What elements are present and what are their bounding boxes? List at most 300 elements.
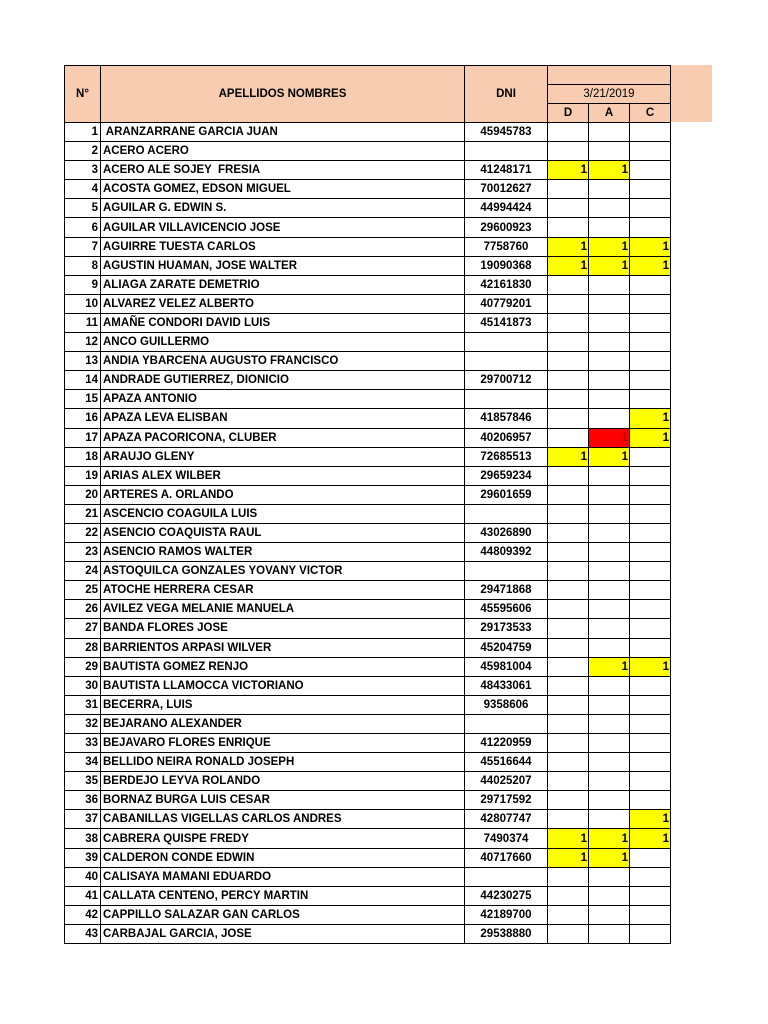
row-number: 27 xyxy=(65,619,101,638)
row-number: 26 xyxy=(65,600,101,619)
row-mark-c xyxy=(630,867,671,886)
table-row xyxy=(65,600,671,619)
row-mark-c xyxy=(630,714,671,733)
row-number: 4 xyxy=(65,180,101,199)
table-row xyxy=(65,504,671,523)
row-dni: 29659234 xyxy=(465,466,548,485)
header-dni: DNI xyxy=(465,66,548,123)
row-number: 8 xyxy=(65,256,101,275)
row-mark-a xyxy=(589,619,630,638)
row-mark-a xyxy=(589,409,630,428)
row-mark-a: 1 xyxy=(589,428,630,447)
row-number: 9 xyxy=(65,275,101,294)
row-mark-c xyxy=(630,543,671,562)
row-mark-c: 1 xyxy=(630,428,671,447)
row-mark-a xyxy=(589,867,630,886)
row-number: 19 xyxy=(65,466,101,485)
row-mark-a xyxy=(589,886,630,905)
header-sub-c: C xyxy=(630,104,671,123)
row-mark-a xyxy=(589,791,630,810)
row-mark-a xyxy=(589,772,630,791)
row-dni: 29700712 xyxy=(465,371,548,390)
row-name: BAUTISTA GOMEZ RENJO xyxy=(101,657,465,676)
table-row xyxy=(65,390,671,409)
row-mark-c xyxy=(630,352,671,371)
table-row xyxy=(65,275,671,294)
row-mark-a xyxy=(589,695,630,714)
row-number: 2 xyxy=(65,142,101,161)
row-name: AGUILAR G. EDWIN S. xyxy=(101,199,465,218)
row-mark-d xyxy=(548,619,589,638)
table-row xyxy=(65,313,671,332)
table-row xyxy=(65,753,671,772)
table-row xyxy=(65,428,671,447)
row-number: 36 xyxy=(65,791,101,810)
row-mark-c xyxy=(630,123,671,142)
row-mark-d xyxy=(548,409,589,428)
row-dni: 45945783 xyxy=(465,123,548,142)
row-mark-a xyxy=(589,199,630,218)
row-dni: 42807747 xyxy=(465,810,548,829)
row-mark-d xyxy=(548,753,589,772)
row-mark-a xyxy=(589,218,630,237)
row-mark-d xyxy=(548,523,589,542)
row-mark-a: 1 xyxy=(589,161,630,180)
row-mark-c: 1 xyxy=(630,657,671,676)
row-name: BAUTISTA LLAMOCCA VICTORIANO xyxy=(101,676,465,695)
row-mark-d: 1 xyxy=(548,829,589,848)
row-mark-d xyxy=(548,657,589,676)
row-mark-a xyxy=(589,371,630,390)
table-row xyxy=(65,829,671,848)
row-mark-d xyxy=(548,428,589,447)
row-mark-a xyxy=(589,390,630,409)
row-mark-d xyxy=(548,313,589,332)
table-row xyxy=(65,562,671,581)
row-name: ALIAGA ZARATE DEMETRIO xyxy=(101,275,465,294)
row-number: 32 xyxy=(65,714,101,733)
row-mark-a xyxy=(589,753,630,772)
table-row xyxy=(65,695,671,714)
row-mark-c xyxy=(630,848,671,867)
row-mark-d xyxy=(548,543,589,562)
table-row xyxy=(65,676,671,695)
row-mark-c: 1 xyxy=(630,237,671,256)
row-dni: 7490374 xyxy=(465,829,548,848)
row-mark-c xyxy=(630,466,671,485)
row-mark-a xyxy=(589,581,630,600)
row-name: ASENCIO RAMOS WALTER xyxy=(101,543,465,562)
table-row xyxy=(65,905,671,924)
row-mark-d: 1 xyxy=(548,161,589,180)
row-mark-d xyxy=(548,810,589,829)
row-dni: 48433061 xyxy=(465,676,548,695)
table-row xyxy=(65,466,671,485)
row-number: 24 xyxy=(65,562,101,581)
row-dni xyxy=(465,142,548,161)
row-name: BELLIDO NEIRA RONALD JOSEPH xyxy=(101,753,465,772)
row-dni: 29538880 xyxy=(465,924,548,943)
row-number: 12 xyxy=(65,333,101,352)
row-mark-c xyxy=(630,142,671,161)
header-blank xyxy=(548,66,671,85)
row-mark-c: 1 xyxy=(630,256,671,275)
row-number: 23 xyxy=(65,543,101,562)
row-number: 10 xyxy=(65,294,101,313)
row-mark-c xyxy=(630,161,671,180)
row-mark-d xyxy=(548,294,589,313)
row-mark-d xyxy=(548,504,589,523)
row-mark-c xyxy=(630,504,671,523)
row-mark-c xyxy=(630,791,671,810)
row-name: BECERRA, LUIS xyxy=(101,695,465,714)
row-dni: 45516644 xyxy=(465,753,548,772)
row-number: 33 xyxy=(65,734,101,753)
row-mark-d xyxy=(548,695,589,714)
table-row xyxy=(65,123,671,142)
row-dni xyxy=(465,352,548,371)
row-mark-c xyxy=(630,523,671,542)
header-sub-d: D xyxy=(548,104,589,123)
row-mark-a: 1 xyxy=(589,848,630,867)
row-mark-a xyxy=(589,600,630,619)
row-mark-c xyxy=(630,294,671,313)
row-number: 11 xyxy=(65,313,101,332)
row-number: 16 xyxy=(65,409,101,428)
row-mark-c: 1 xyxy=(630,409,671,428)
row-mark-a xyxy=(589,562,630,581)
table-row xyxy=(65,523,671,542)
row-number: 1 xyxy=(65,123,101,142)
row-name: CABANILLAS VIGELLAS CARLOS ANDRES xyxy=(101,810,465,829)
row-number: 22 xyxy=(65,523,101,542)
row-mark-c xyxy=(630,390,671,409)
row-mark-c xyxy=(630,600,671,619)
row-mark-d xyxy=(548,581,589,600)
row-mark-d: 1 xyxy=(548,848,589,867)
table-row xyxy=(65,485,671,504)
row-mark-d: 1 xyxy=(548,447,589,466)
row-name: AVILEZ VEGA MELANIE MANUELA xyxy=(101,600,465,619)
row-mark-d xyxy=(548,180,589,199)
row-mark-a xyxy=(589,504,630,523)
row-dni xyxy=(465,562,548,581)
header-number: N° xyxy=(65,66,101,123)
row-mark-c xyxy=(630,772,671,791)
row-mark-c xyxy=(630,313,671,332)
row-dni: 9358606 xyxy=(465,695,548,714)
row-dni: 29471868 xyxy=(465,581,548,600)
table-row xyxy=(65,848,671,867)
row-dni: 72685513 xyxy=(465,447,548,466)
row-mark-d xyxy=(548,485,589,504)
row-mark-a xyxy=(589,333,630,352)
row-name: BARRIENTOS ARPASI WILVER xyxy=(101,638,465,657)
row-mark-a xyxy=(589,543,630,562)
row-mark-d xyxy=(548,352,589,371)
row-name: CALDERON CONDE EDWIN xyxy=(101,848,465,867)
table-row xyxy=(65,294,671,313)
row-mark-a xyxy=(589,313,630,332)
row-name: ACERO ACERO xyxy=(101,142,465,161)
row-dni: 29173533 xyxy=(465,619,548,638)
attendance-table xyxy=(64,65,671,944)
row-number: 28 xyxy=(65,638,101,657)
row-number: 21 xyxy=(65,504,101,523)
row-name: APAZA LEVA ELISBAN xyxy=(101,409,465,428)
row-mark-a xyxy=(589,180,630,199)
row-mark-a xyxy=(589,734,630,753)
row-mark-c xyxy=(630,886,671,905)
row-number: 3 xyxy=(65,161,101,180)
row-name: AGUIRRE TUESTA CARLOS xyxy=(101,237,465,256)
row-number: 7 xyxy=(65,237,101,256)
row-dni: 40206957 xyxy=(465,428,548,447)
row-mark-d xyxy=(548,676,589,695)
row-name: CALLATA CENTENO, PERCY MARTIN xyxy=(101,886,465,905)
row-name: ANCO GUILLERMO xyxy=(101,333,465,352)
row-dni: 41248171 xyxy=(465,161,548,180)
row-mark-d xyxy=(548,199,589,218)
row-number: 5 xyxy=(65,199,101,218)
row-mark-d xyxy=(548,734,589,753)
row-mark-d xyxy=(548,371,589,390)
table-row xyxy=(65,810,671,829)
row-mark-a xyxy=(589,294,630,313)
table-row xyxy=(65,619,671,638)
row-number: 35 xyxy=(65,772,101,791)
row-mark-a: 1 xyxy=(589,657,630,676)
row-dni: 44994424 xyxy=(465,199,548,218)
row-dni xyxy=(465,867,548,886)
row-number: 6 xyxy=(65,218,101,237)
row-number: 17 xyxy=(65,428,101,447)
row-name: AGUSTIN HUAMAN, JOSE WALTER xyxy=(101,256,465,275)
row-number: 40 xyxy=(65,867,101,886)
row-name: APAZA ANTONIO xyxy=(101,390,465,409)
row-mark-c xyxy=(630,333,671,352)
row-mark-c xyxy=(630,275,671,294)
row-name: ANDIA YBARCENA AUGUSTO FRANCISCO xyxy=(101,352,465,371)
row-mark-a xyxy=(589,275,630,294)
row-name: BEJAVARO FLORES ENRIQUE xyxy=(101,734,465,753)
table-row xyxy=(65,638,671,657)
row-number: 30 xyxy=(65,676,101,695)
row-dni: 29601659 xyxy=(465,485,548,504)
row-dni: 40779201 xyxy=(465,294,548,313)
table-row xyxy=(65,772,671,791)
table-row xyxy=(65,142,671,161)
row-number: 37 xyxy=(65,810,101,829)
table-row xyxy=(65,161,671,180)
row-mark-c xyxy=(630,447,671,466)
row-mark-a xyxy=(589,924,630,943)
header-names: APELLIDOS NOMBRES xyxy=(101,66,465,123)
row-dni: 45204759 xyxy=(465,638,548,657)
row-mark-c xyxy=(630,905,671,924)
row-number: 13 xyxy=(65,352,101,371)
row-mark-c xyxy=(630,695,671,714)
row-number: 25 xyxy=(65,581,101,600)
row-name: ASCENCIO COAGUILA LUIS xyxy=(101,504,465,523)
row-mark-d xyxy=(548,886,589,905)
row-dni xyxy=(465,333,548,352)
row-name: BORNAZ BURGA LUIS CESAR xyxy=(101,791,465,810)
row-dni xyxy=(465,504,548,523)
row-mark-d xyxy=(548,905,589,924)
row-dni: 44230275 xyxy=(465,886,548,905)
row-number: 42 xyxy=(65,905,101,924)
row-name: CABRERA QUISPE FREDY xyxy=(101,829,465,848)
row-number: 39 xyxy=(65,848,101,867)
row-mark-d xyxy=(548,714,589,733)
row-number: 15 xyxy=(65,390,101,409)
row-dni: 42189700 xyxy=(465,905,548,924)
table-row xyxy=(65,657,671,676)
row-dni xyxy=(465,714,548,733)
table-row xyxy=(65,714,671,733)
table-row xyxy=(65,867,671,886)
row-dni: 45981004 xyxy=(465,657,548,676)
header-sub-a: A xyxy=(589,104,630,123)
row-mark-a xyxy=(589,638,630,657)
row-mark-c: 1 xyxy=(630,810,671,829)
header-row xyxy=(65,66,671,85)
row-mark-d xyxy=(548,333,589,352)
row-name: BERDEJO LEYVA ROLANDO xyxy=(101,772,465,791)
row-dni: 70012627 xyxy=(465,180,548,199)
row-number: 18 xyxy=(65,447,101,466)
row-mark-c xyxy=(630,619,671,638)
row-name: BEJARANO ALEXANDER xyxy=(101,714,465,733)
row-mark-a xyxy=(589,142,630,161)
row-dni: 45141873 xyxy=(465,313,548,332)
table-row xyxy=(65,886,671,905)
table-row xyxy=(65,409,671,428)
row-number: 41 xyxy=(65,886,101,905)
row-mark-c xyxy=(630,734,671,753)
table-row xyxy=(65,734,671,753)
attendance-sheet xyxy=(64,65,671,944)
row-mark-a: 1 xyxy=(589,447,630,466)
table-row xyxy=(65,218,671,237)
row-mark-a xyxy=(589,714,630,733)
row-mark-c xyxy=(630,371,671,390)
row-name: ACOSTA GOMEZ, EDSON MIGUEL xyxy=(101,180,465,199)
row-name: ARIAS ALEX WILBER xyxy=(101,466,465,485)
row-mark-d xyxy=(548,390,589,409)
row-mark-c xyxy=(630,676,671,695)
row-mark-d xyxy=(548,638,589,657)
table-row xyxy=(65,791,671,810)
table-row xyxy=(65,333,671,352)
row-name: ASENCIO COAQUISTA RAUL xyxy=(101,523,465,542)
row-number: 43 xyxy=(65,924,101,943)
row-mark-a xyxy=(589,523,630,542)
row-mark-d: 1 xyxy=(548,256,589,275)
table-row xyxy=(65,543,671,562)
row-dni: 44809392 xyxy=(465,543,548,562)
row-name: BANDA FLORES JOSE xyxy=(101,619,465,638)
row-mark-d xyxy=(548,562,589,581)
table-row xyxy=(65,180,671,199)
row-dni: 29600923 xyxy=(465,218,548,237)
row-number: 20 xyxy=(65,485,101,504)
row-dni: 29717592 xyxy=(465,791,548,810)
header-date: 3/21/2019 xyxy=(548,85,671,104)
row-name: CARBAJAL GARCIA, JOSE xyxy=(101,924,465,943)
row-name: ANDRADE GUTIERREZ, DIONICIO xyxy=(101,371,465,390)
row-mark-c xyxy=(630,218,671,237)
row-name: ARAUJO GLENY xyxy=(101,447,465,466)
row-mark-a xyxy=(589,352,630,371)
table-row xyxy=(65,447,671,466)
row-mark-d xyxy=(548,142,589,161)
row-name: CAPPILLO SALAZAR GAN CARLOS xyxy=(101,905,465,924)
row-name: ALVAREZ VELEZ ALBERTO xyxy=(101,294,465,313)
row-mark-c xyxy=(630,485,671,504)
row-mark-d xyxy=(548,924,589,943)
row-dni: 42161830 xyxy=(465,275,548,294)
row-name: AMAÑE CONDORI DAVID LUIS xyxy=(101,313,465,332)
row-mark-a: 1 xyxy=(589,237,630,256)
row-mark-c xyxy=(630,753,671,772)
row-dni: 40717660 xyxy=(465,848,548,867)
row-mark-d xyxy=(548,123,589,142)
table-row xyxy=(65,237,671,256)
row-dni: 45595606 xyxy=(465,600,548,619)
row-dni: 19090368 xyxy=(465,256,548,275)
table-row xyxy=(65,256,671,275)
row-mark-c xyxy=(630,581,671,600)
row-mark-a xyxy=(589,905,630,924)
row-mark-c: 1 xyxy=(630,829,671,848)
row-mark-d xyxy=(548,275,589,294)
row-mark-d xyxy=(548,772,589,791)
row-name: AGUILAR VILLAVICENCIO JOSE xyxy=(101,218,465,237)
row-name: ARTERES A. ORLANDO xyxy=(101,485,465,504)
row-mark-a xyxy=(589,810,630,829)
row-mark-c xyxy=(630,638,671,657)
table-row xyxy=(65,199,671,218)
row-dni: 43026890 xyxy=(465,523,548,542)
row-mark-a xyxy=(589,123,630,142)
row-dni xyxy=(465,390,548,409)
row-number: 31 xyxy=(65,695,101,714)
row-name: APAZA PACORICONA, CLUBER xyxy=(101,428,465,447)
row-mark-d xyxy=(548,791,589,810)
row-mark-d xyxy=(548,466,589,485)
row-mark-a: 1 xyxy=(589,256,630,275)
table-row xyxy=(65,352,671,371)
row-name: ARANZARRANE GARCIA JUAN xyxy=(101,123,465,142)
row-mark-c xyxy=(630,180,671,199)
table-row xyxy=(65,924,671,943)
row-mark-d xyxy=(548,600,589,619)
row-name: CALISAYA MAMANI EDUARDO xyxy=(101,867,465,886)
row-mark-a: 1 xyxy=(589,829,630,848)
table-row xyxy=(65,371,671,390)
row-mark-c xyxy=(630,924,671,943)
row-dni: 7758760 xyxy=(465,237,548,256)
row-mark-c xyxy=(630,199,671,218)
row-mark-a xyxy=(589,485,630,504)
row-name: ATOCHE HERRERA CESAR xyxy=(101,581,465,600)
row-mark-d: 1 xyxy=(548,237,589,256)
row-mark-a xyxy=(589,466,630,485)
row-number: 29 xyxy=(65,657,101,676)
row-number: 34 xyxy=(65,753,101,772)
